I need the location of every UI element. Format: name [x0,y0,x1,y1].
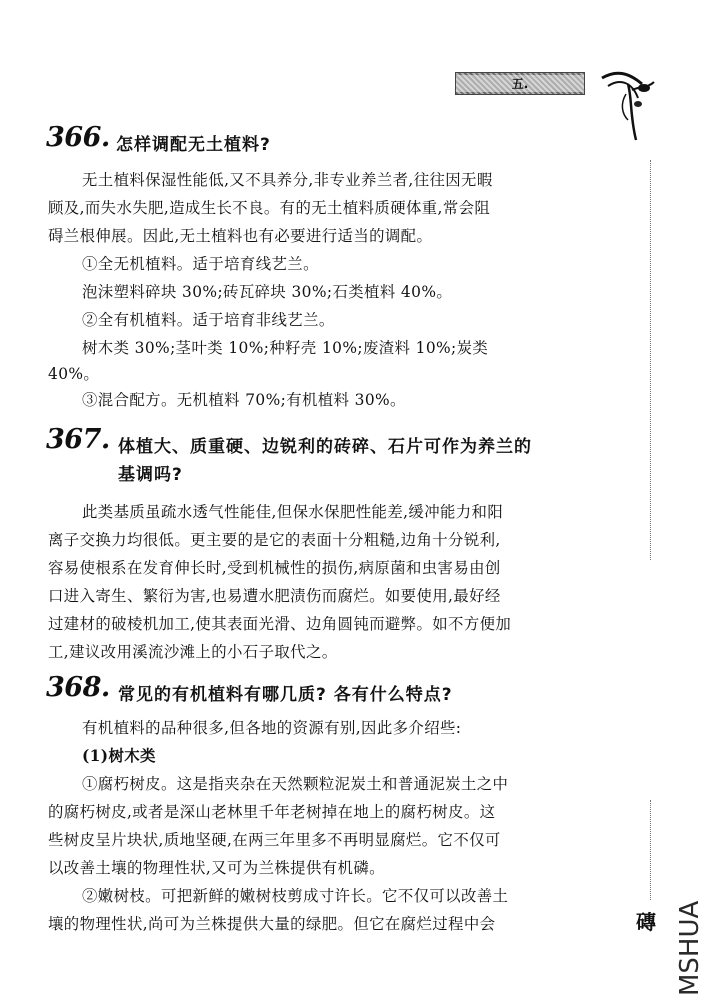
q366-line: ③混合配方。无机植料 70%;有机植料 30%。 [82,391,406,409]
watermark [662,878,708,998]
side-tab-character: 磚 [636,910,656,934]
q366-line: ①全无机植料。适于培育线艺兰。 [82,255,319,273]
question-number-366: 366. [46,122,110,153]
q366-line: 顾及,而失水失肥,造成生长不良。有的无土植料质硬体重,常会阻 [48,199,491,217]
q368-subheading: (1)树木类 [82,747,156,765]
q366-line: 泡沫塑料碎块 30%;砖瓦碎块 30%;石类植料 40%。 [82,283,453,301]
q366-line: ②全有机植料。适于培育非线艺兰。 [82,311,335,329]
q367-line: 离子交换力均很低。更主要的是它的表面十分粗糙,边角十分锐利, [48,531,501,549]
section-header-band [455,72,585,95]
question-title-367-cont: 基调吗? [118,465,183,485]
q367-line: 此类基质虽疏水透气性能佳,但保水保肥性能差,缓冲能力和阳 [82,503,504,521]
q368-line: ②嫩树枝。可把新鲜的嫩树枝剪成寸许长。它不仅可以改善土 [82,887,509,905]
question-title-366: 怎样调配无土植料? [116,135,271,155]
q366-line: 碍兰根伸展。因此,无土植料也有必要进行适当的调配。 [48,227,433,245]
question-number-368: 368. [46,672,110,703]
margin-dotted-line-bottom [650,800,651,900]
orchid-illustration-icon [598,64,658,144]
watermark-text: MSHUA [675,900,705,996]
q366-line: 无土植料保湿性能低,又不具养分,非专业养兰者,往往因无暇 [82,171,493,189]
question-number-367: 367. [46,424,110,455]
q366-line: 40%。 [48,365,100,383]
q368-line: 的腐朽树皮,或者是深山老林里千年老树掉在地上的腐朽树皮。这 [48,803,496,821]
margin-dotted-line-top [650,160,651,560]
q366-line: 树木类 30%;茎叶类 10%;种籽壳 10%;废渣料 10%;炭类 [82,339,489,357]
q368-line: 以改善土壤的物理性状,又可为兰株提供有机磷。 [48,859,385,877]
q368-line: 有机植料的品种很多,但各地的资源有别,因此多介绍些: [82,719,462,737]
q367-line: 口进入寄生、繁衍为害,也易遭水肥渍伤而腐烂。如要使用,最好经 [48,587,501,605]
section-header-label: 五. [456,75,584,92]
q367-line: 工,建议改用溪流沙滩上的小石子取代之。 [48,643,338,661]
question-title-367: 体植大、质重硬、边锐利的砖碎、石片可作为养兰的 [118,437,532,457]
question-title-368: 常见的有机植料有哪几质? 各有什么特点? [118,685,453,705]
q368-line: 些树皮呈片块状,质地坚硬,在两三年里多不再明显腐烂。它不仅可 [48,831,501,849]
q368-line: ①腐朽树皮。这是指夹杂在天然颗粒泥炭土和普通泥炭土之中 [82,775,509,793]
q367-line: 容易使根系在发育伸长时,受到机械性的损伤,病原菌和虫害易由创 [48,559,501,577]
q367-line: 过建材的破棱机加工,使其表面光滑、边角圆钝而避弊。如不方便加 [48,615,512,633]
q368-line: 壤的物理性状,尚可为兰株提供大量的绿肥。但它在腐烂过程中会 [48,915,496,933]
